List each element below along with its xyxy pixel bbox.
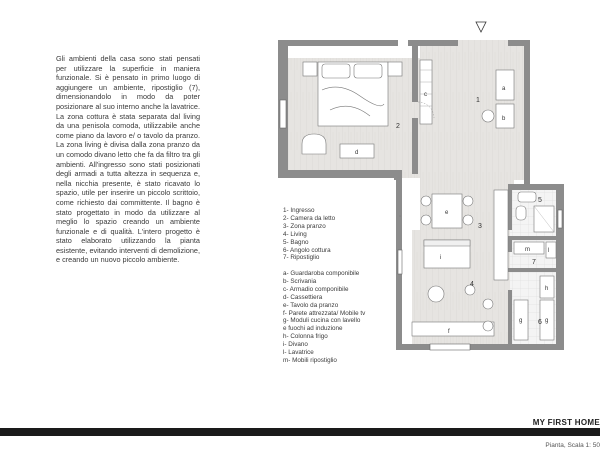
coffee-table	[428, 286, 444, 302]
furniture-label-l: l	[548, 248, 550, 254]
legend-room-item: 3- Zona pranzo	[283, 222, 326, 230]
plan-scale: Pianta, Scala 1: 50	[545, 442, 600, 449]
legend-furniture-item: d- Cassettiera	[283, 293, 323, 301]
stool	[483, 299, 493, 309]
room-number-6: 6	[538, 319, 542, 326]
kitchen-peninsula	[494, 190, 508, 280]
legend-room-item: 5- Bagno	[283, 238, 309, 246]
legend-room-item: 4- Living	[283, 230, 307, 238]
nightstand-left	[303, 62, 317, 76]
legend-furniture-item: l- Lavatrice	[283, 349, 314, 357]
legend-room-item: 2- Camera da letto	[283, 214, 336, 222]
legend-furniture-item: a- Guardaroba componibile	[283, 270, 360, 277]
legend-furniture-item: c- Armadio componibile	[283, 285, 349, 293]
legend-furniture-item: m- Mobili ripostiglio	[283, 356, 337, 364]
sink	[518, 192, 536, 202]
room-number-1: 1	[476, 97, 480, 104]
legend-furniture-item: e- Tavolo da pranzo	[283, 301, 339, 309]
legend-furniture-item: h- Colonna frigo	[283, 333, 328, 341]
dining-chair	[463, 196, 473, 206]
tv-unit-f	[412, 322, 494, 336]
entrance-arrow-icon	[476, 22, 486, 32]
furniture-label-c: c	[424, 92, 427, 98]
furniture-label-g2: g	[545, 318, 549, 324]
furniture-label-f: f	[448, 329, 450, 335]
furniture-label-b: b	[502, 116, 506, 122]
dining-chair	[421, 196, 431, 206]
legend-furniture-item: i- Divano	[283, 341, 308, 349]
room-number-7: 7	[532, 259, 536, 266]
legend-furniture-item: b- Scrivania	[283, 277, 317, 285]
legend-furniture-item: g- Moduli cucina con lavello	[283, 317, 361, 325]
furniture-label-i: i	[440, 255, 442, 261]
furniture-label-g1: g	[519, 318, 523, 324]
legend-rooms	[283, 207, 335, 262]
room-number-3: 3	[478, 223, 482, 230]
toilet	[516, 206, 526, 220]
project-title: MY FIRST HOME	[532, 418, 600, 427]
room-number-2: 2	[396, 123, 400, 130]
room-number-5: 5	[538, 197, 542, 204]
furniture-label-e: e	[445, 210, 449, 216]
furniture-label-a: a	[502, 86, 506, 92]
desk-chair	[482, 110, 494, 122]
footer-bar	[0, 428, 600, 436]
armchair	[302, 134, 326, 154]
furniture-label-m: m	[525, 247, 530, 253]
legend-furniture-item: e fuochi ad induzione	[283, 325, 343, 333]
dining-chair	[463, 215, 473, 225]
bed	[318, 62, 388, 126]
legend-room-item: 6- Angolo cottura	[283, 246, 331, 254]
project-description: Gli ambienti della casa sono stati pensati per utilizzare la superficie in maniera funzionale. Si è pensato in primo luogo di aggiungere un ambiente, ripostiglio (7), dimensionandolo in modo da poter posizionare al suo interno anche la lavatrice. La zona cottura è stata separata dal living da una penisola comoda, utilizzabile anche come piano da lavoro e/ o tavolo da pranzo. La zona living è divisa dalla zona pranzo da un comodo divano letto che fa da filtro tra gli ambienti. All'ingresso sono stati posizionati degli armadi a tutta altezza in sequenza e, nella nicchia presente, è stato ricavato lo spazio, utile per inserire un piccolo scrittoio, come richiesto dai committente. Il bagno è stato progettato in modo da utilizzare al meglio lo spazio creando un ambiente funzionale e di qualità. L'intero progetto è stato elaborato utilizzando la pianta esistente, evitando interventi di demolizione, e creando un nuovo piccolo ambiente.	[56, 54, 200, 265]
furniture-label-d: d	[355, 150, 359, 156]
wardrobe-a	[496, 70, 514, 100]
dining-chair	[421, 215, 431, 225]
room-number-4: 4	[470, 281, 474, 288]
furniture-label-h: h	[545, 286, 549, 292]
nightstand-right	[388, 62, 402, 76]
legend-furniture	[283, 270, 365, 365]
legend-room-item: 7- Ripostiglio	[283, 254, 320, 262]
legend-furniture-item: f- Parete attrezzata/ Mobile tv	[283, 309, 366, 317]
stool	[483, 321, 493, 331]
legend-room-item: 1- Ingresso	[283, 207, 315, 214]
